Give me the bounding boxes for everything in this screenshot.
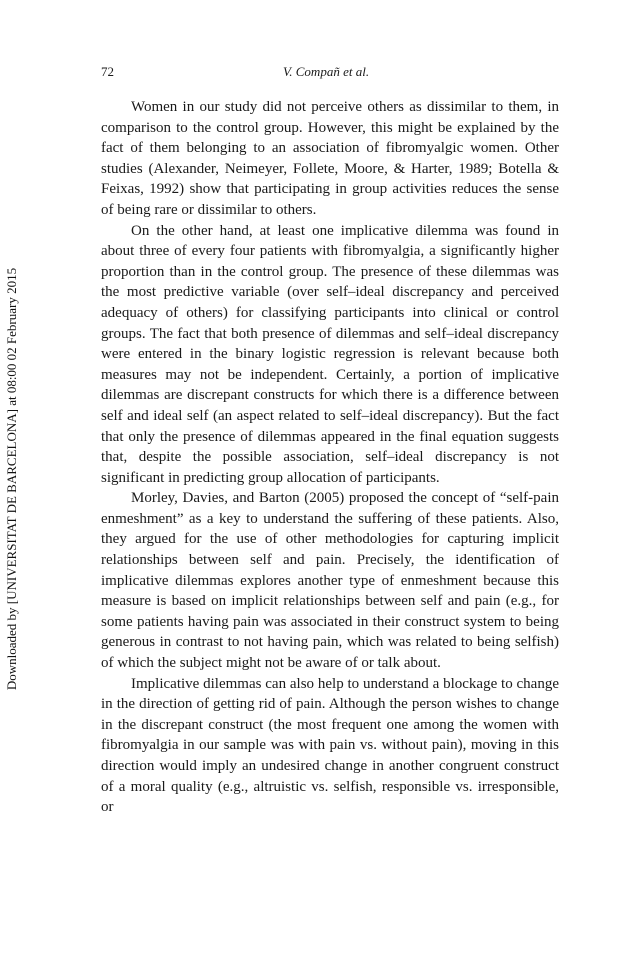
paragraph: Women in our study did not perceive others as dissimilar to them, in comparison to the control group. However, this might be explained by the fact of them belonging to an association of fibromyalgic women. Other studies (Alexander, Neimeyer, Follete, Moore, & Harter, 1989; Botella & Feixas, 1992) show that participating in group activities reduces the sense of being rare or dissimilar to others.: [101, 99, 559, 218]
page-number: 72: [101, 64, 114, 79]
paragraph: On the other hand, at least one implicative dilemma was found in about three of every four patients with fibromyalgia, a significantly higher proportion than in the control group. The presence of these dilemmas was the most predictive variable (over self–ideal discrepancy and perceived adequacy of others) for classifying participants into clinical or control groups. The fact that both presence of dilemmas and self–ideal discrepancy were entered in the binary logistic regression is relevant because both measures may not be independent. Certainly, a portion of implicative dilemmas are discrepant constructs for which there is a difference between self and ideal self (an aspect related to self–ideal discrepancy). But the fact that only the presence of dilemmas appeared in the final equation suggests that, despite the possible association, self–ideal discrepancy is not significant in predicting group allocation of participants.: [101, 222, 559, 486]
paragraph: Implicative dilemmas can also help to understand a blockage to change in the direction of getting rid of pain. Although the person wishes to change in the discrepant construct (the most frequent one among the women with fibromyalgia in our sample was with pain vs. without pain), moving in this direction would imply an undesired change in another congruent construct of a moral quality (e.g., altruistic vs. selfish, responsible vs. irresponsible, or: [101, 675, 559, 816]
running-head: V. Compañ et al.: [283, 64, 370, 79]
page-header: [101, 64, 559, 82]
body-text: [101, 97, 559, 818]
download-watermark: Downloaded by [UNIVERSITAT DE BARCELONA] at 08:00 02 February 2015: [4, 267, 19, 691]
paragraph: Morley, Davies, and Barton (2005) proposed the concept of “self-pain enmeshment” as a key to understand the suffering of these patients. Also, they argued for the use of other methodologies for capturing implicit relationships between self and pain. Precisely, the identification of implicative dilemmas explores another type of enmeshment because this measure is based on implicit relationships between self and pain (e.g., for some patients having pain was associated in their construct system to being generous in contrast to not having pain, which was related to being selfish) of which the subject might not be aware of or talk about.: [101, 490, 559, 672]
